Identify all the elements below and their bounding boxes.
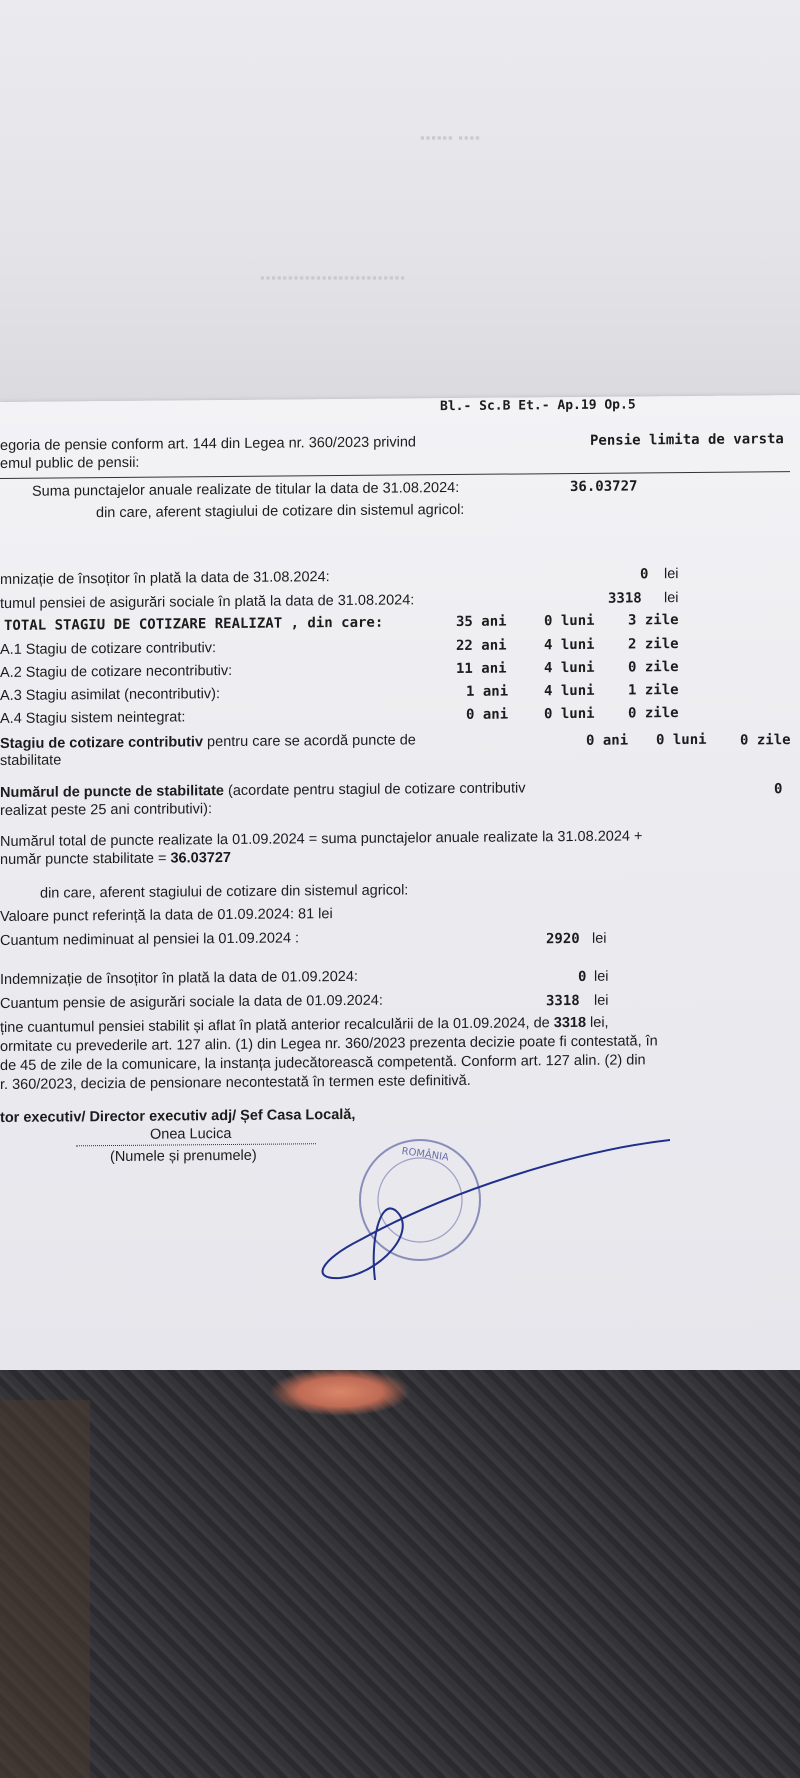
signatory-caption: (Numele și prenumele) bbox=[110, 1147, 257, 1166]
sum-points-value: 36.03727 bbox=[570, 478, 638, 496]
total-points-value: 36.03727 bbox=[170, 849, 231, 867]
stability-stage-days: 0 zile bbox=[740, 732, 791, 749]
currency: lei bbox=[594, 992, 609, 1009]
stability-stage-label: Stagiu de cotizare contributiv pentru care se acordă puncte de bbox=[0, 732, 416, 752]
stability-points-label: Numărul de puncte de stabilitate (acordate pentru stagiul de cotizare contributiv bbox=[0, 780, 526, 801]
stage-row-years: 1 ani bbox=[466, 683, 509, 700]
stage-row-days: 0 zile bbox=[628, 705, 679, 722]
stage-row-years: 11 ani bbox=[456, 660, 507, 678]
pension-amount-value: 3318 bbox=[608, 590, 642, 607]
background-page bbox=[0, 0, 800, 420]
category-value: Pensie limita de varsta bbox=[590, 431, 784, 449]
indemnization-label: mnizație de însoțitor în plată la data de 31.08.2024: bbox=[0, 569, 330, 588]
svg-text:ROMÂNIA: ROMÂNIA bbox=[400, 1146, 450, 1164]
total-stage-months: 0 luni bbox=[544, 612, 595, 630]
stability-points-value: 0 bbox=[774, 781, 783, 798]
stage-row-label: A.2 Stagiu de cotizare necontributiv: bbox=[0, 662, 233, 681]
stage-row-months: 4 luni bbox=[544, 636, 595, 654]
indemnization-value: 0 bbox=[640, 566, 649, 583]
bleed-through-text: ▪▪▪▪▪▪▪▪▪▪▪▪▪▪▪▪▪▪▪▪▪▪▪▪▪▪ bbox=[260, 270, 406, 285]
stage-row-years: 22 ani bbox=[456, 637, 507, 655]
legal-text-line: r. 360/2023, decizia de pensionare necontestată în termen este definitivă. bbox=[0, 1072, 471, 1093]
reference-point-value: Valoare punct referință la data de 01.09.2024: 81 lei bbox=[0, 906, 333, 925]
stage-row-label: A.4 Stagiu sistem neintegrat: bbox=[0, 709, 186, 727]
signatory-name: Onea Lucica bbox=[150, 1125, 232, 1143]
handwritten-signature bbox=[300, 1120, 680, 1290]
indemnization-value-2: 0 bbox=[578, 968, 587, 985]
undiminished-pension-label: Cuantum nediminuat al pensiei la 01.09.2024 : bbox=[0, 930, 300, 949]
bleed-through-text: ▪▪▪▪▪▪ ▪▪▪▪ bbox=[420, 130, 481, 145]
stage-row-months: 0 luni bbox=[544, 705, 595, 723]
stage-row-days: 0 zile bbox=[628, 659, 679, 676]
background-edge bbox=[0, 1400, 90, 1778]
stage-row-months: 4 luni bbox=[544, 682, 595, 700]
category-label-continued: emul public de pensii: bbox=[0, 454, 140, 472]
total-stage-days: 3 zile bbox=[628, 612, 679, 629]
currency: lei bbox=[664, 590, 679, 607]
agricultural-label: din care, aferent stagiului de cotizare din sistemul agricol: bbox=[96, 501, 465, 522]
signature-line bbox=[76, 1143, 316, 1146]
legal-text-line: ormitate cu prevederile art. 127 alin. (1) din Legea nr. 360/2023 prezenta decizie poate fi contestată, în bbox=[0, 1033, 658, 1055]
pension-amount-value-2: 3318 bbox=[546, 992, 580, 1010]
legal-text-line: de 45 de zile de la comunicare, la instanța judecătorească competentă. Conform art. 127 alin. (2) din bbox=[0, 1052, 646, 1074]
total-points-formula: Numărul total de puncte realizate la 01.09.2024 = suma punctajelor anuale realizate la 31.08.2024 + bbox=[0, 828, 643, 850]
total-stage-label: TOTAL STAGIU DE COTIZARE REALIZAT , din care: bbox=[4, 614, 384, 634]
separator-line bbox=[0, 471, 790, 479]
stage-row-months: 4 luni bbox=[544, 659, 595, 677]
stage-row-label: A.3 Stagiu asimilat (necontributiv): bbox=[0, 686, 221, 704]
currency: lei bbox=[664, 566, 679, 583]
agricultural-label-2: din care, aferent stagiului de cotizare din sistemul agricol: bbox=[40, 882, 409, 902]
stability-points-label-continued: realizat peste 25 ani contributivi): bbox=[0, 801, 212, 819]
address-header: Bl.- Sc.B Et.- Ap.19 Op.5 bbox=[440, 397, 636, 415]
stage-row-label: A.1 Stagiu de cotizare contributiv: bbox=[0, 640, 217, 658]
stability-stage-label-continued: stabilitate bbox=[0, 752, 62, 769]
currency: lei bbox=[592, 930, 607, 947]
total-points-line: număr puncte stabilitate = 36.03727 bbox=[0, 849, 231, 868]
stage-row-days: 2 zile bbox=[628, 636, 679, 653]
pension-amount-label: tumul pensiei de asigurări sociale în plată la data de 31.08.2024: bbox=[0, 592, 415, 612]
currency: lei bbox=[594, 968, 609, 985]
pension-amount-label-2: Cuantum pensie de asigurări sociale la data de 01.09.2024: bbox=[0, 992, 383, 1012]
indemnization-label-2: Indemnizație de însoțitor în plată la data de 01.09.2024: bbox=[0, 968, 358, 988]
legal-text-line: ține cuantumul pensiei stabilit și aflat în plată anterior recalculării de la 01.09.2024, de 3318 lei, bbox=[0, 1014, 609, 1036]
stability-stage-years: 0 ani bbox=[586, 732, 629, 749]
total-stage-years: 35 ani bbox=[456, 613, 507, 631]
background-surface bbox=[0, 1370, 800, 1778]
stage-row-years: 0 ani bbox=[466, 706, 509, 723]
undiminished-pension-value: 2920 bbox=[546, 930, 580, 948]
category-label: egoria de pensie conform art. 144 din Legea nr. 360/2023 privind bbox=[0, 434, 416, 454]
stability-stage-months: 0 luni bbox=[656, 731, 707, 749]
signatory-title: tor executiv/ Director executiv adj/ Șef Casa Locală, bbox=[0, 1106, 356, 1126]
stage-row-days: 1 zile bbox=[628, 682, 679, 699]
sum-points-label: Suma punctajelor anuale realizate de titular la data de 31.08.2024: bbox=[32, 479, 460, 500]
